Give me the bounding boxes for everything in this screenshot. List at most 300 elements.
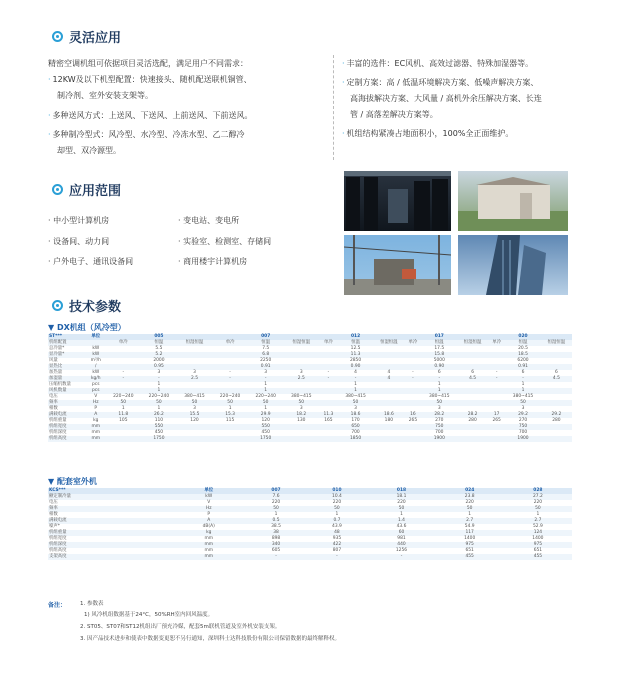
table-cell: 020	[505, 334, 541, 340]
table-cell: 18.1	[367, 494, 435, 500]
table-row	[48, 554, 572, 560]
table-cell: 6.8	[248, 352, 284, 358]
table-cell: 加热量	[49, 370, 63, 376]
table-cell: 1	[468, 512, 472, 518]
note-line: 1. 参数表	[80, 601, 104, 607]
table-cell: 380~415	[345, 394, 366, 400]
table-cell: 1	[264, 382, 268, 388]
table-cell: 26.2	[141, 412, 177, 418]
table-cell: 651	[465, 548, 474, 554]
table-cell: 总冷量*	[49, 346, 65, 352]
table-cell: 3	[437, 406, 441, 412]
table-cell: 恒湿恒温	[283, 340, 319, 346]
table-cell	[457, 436, 488, 442]
table-cell: 380~415	[429, 394, 450, 400]
table-cell: 3	[193, 370, 196, 376]
table-cell: 相数	[49, 512, 58, 518]
table-cell: 17.5	[434, 346, 445, 352]
table-cell: 2.5	[283, 376, 319, 382]
column-divider	[333, 55, 334, 160]
table-cell: 5.5	[155, 346, 163, 352]
table-cell: 54.9	[464, 524, 475, 530]
app-item: · 中小型计算机房	[48, 216, 110, 225]
table-cell: 43.6	[396, 524, 407, 530]
table-cell: 220	[332, 500, 342, 506]
table-row	[48, 436, 572, 442]
table-cell: 007	[248, 334, 284, 340]
table-cell: 651	[533, 548, 543, 554]
table-cell: P	[207, 512, 211, 518]
table-cell: -	[367, 554, 435, 560]
table-cell: 风机数量	[48, 388, 86, 394]
table-cell: mm	[86, 424, 106, 430]
table-cell: -	[404, 376, 421, 382]
table-cell: 29.2	[541, 412, 572, 418]
table-cell: 117	[436, 530, 504, 536]
table-cell: 29.2	[505, 412, 541, 418]
left-bullet-2: · 多种送风方式：上送风、下送风、上前送风、下前送风。	[48, 111, 253, 120]
table-cell: 机组宽度	[48, 424, 86, 430]
table-cell: 4.5	[541, 376, 572, 382]
table-cell: 50	[306, 506, 367, 512]
table-cell: 单位	[172, 488, 246, 494]
table-cell: 48	[306, 530, 367, 536]
table-cell: 机组重量	[49, 418, 67, 424]
table-cell: 18.6	[338, 412, 374, 418]
table-cell: 50	[504, 506, 572, 512]
table-cell: 898	[271, 536, 281, 542]
table-cell: 3	[193, 406, 196, 412]
table-cell: 1	[157, 406, 161, 412]
table-cell: 007	[246, 488, 307, 494]
table-cell: 550	[141, 424, 177, 430]
table-cell: 恒温	[141, 340, 177, 346]
table-cell: 60	[367, 530, 435, 536]
table-cell: kW	[86, 352, 106, 358]
photo-outdoor-cabin	[458, 171, 568, 231]
substation-image	[344, 235, 451, 295]
table-cell: 975	[504, 542, 572, 548]
table-cell: 20.5	[518, 346, 528, 352]
table-cell: 124	[504, 530, 572, 536]
table-cell: 0.90	[421, 364, 457, 370]
left-bullet-1: · 12KW及以下机型配置：快速接头、随机配送联机铜管、	[48, 75, 252, 84]
table-cell: 50	[106, 400, 142, 406]
table-cell: 机组高度	[48, 436, 86, 442]
table-cell: 12.5	[350, 346, 361, 352]
table-cell: 1	[421, 388, 457, 394]
table-cell: 0.91	[505, 364, 541, 370]
table-cell: 2.7	[504, 518, 572, 524]
table-cell: 频率	[48, 400, 86, 406]
table-cell: 120	[261, 418, 270, 424]
table-cell: -	[229, 370, 231, 376]
table-cell: 18.5	[505, 352, 541, 358]
table-cell: 1	[248, 388, 284, 394]
table-cell: 电压	[49, 394, 58, 400]
table1-title: ▼ DX机组（风冷型）	[48, 323, 126, 332]
table-cell: 2.7	[436, 518, 504, 524]
table-cell: 0.91	[248, 364, 284, 370]
table-cell: 110	[154, 418, 164, 424]
right-bullet-1: · 丰富的选件：EC风机、高效过滤器、特殊加湿器等。	[342, 59, 534, 68]
table-cell: 750	[505, 424, 541, 430]
table-cell: 005	[141, 334, 177, 340]
table-cell: 16	[404, 412, 421, 418]
cabin-image	[458, 171, 568, 231]
table-cell: 支架高度	[48, 554, 172, 560]
table-cell: 4	[373, 376, 404, 382]
table-cell: 120	[190, 418, 199, 424]
table-cell: 1	[400, 512, 403, 518]
table-cell: /	[86, 364, 106, 370]
table-cell: 机组配置	[48, 340, 86, 346]
table-cell: kW	[92, 346, 100, 352]
table-cell: ST***	[48, 334, 86, 340]
table-cell: 422	[306, 542, 367, 548]
table-cell: 7.6	[246, 494, 307, 500]
table-cell: 1	[264, 406, 268, 412]
table-cell: 23.8	[436, 494, 504, 500]
table-cell: KCS***	[48, 488, 172, 494]
app-item: · 实验室、检测室、存储间	[178, 237, 272, 246]
server-rack-image	[344, 171, 451, 231]
note-line: 3. 因产品技术进步和使表中数据变更恕不另行通知，深圳科士达科技股份有限公司保留数据的最终解释权。	[80, 636, 340, 642]
table-cell	[283, 436, 319, 442]
table-cell: 1	[121, 406, 125, 412]
table-row	[48, 340, 572, 346]
table-cell: mm	[204, 548, 214, 554]
table-cell: 满载电流	[48, 518, 172, 524]
app-item: · 户外电子、通讯设备间	[48, 257, 134, 266]
table-cell: 恒温	[505, 340, 541, 346]
table-cell: 1900	[421, 436, 457, 442]
table-cell: kg	[93, 418, 99, 424]
left-bullet-1-cont: 制冷剂、室外安装支架等。	[57, 91, 153, 100]
section-title-flex: 灵活应用	[52, 27, 121, 46]
table-cell: 显冷量*	[48, 352, 86, 358]
table-cell: 机组深度	[49, 430, 67, 436]
table-cell: 50	[283, 400, 319, 406]
table-cell: 3	[521, 406, 525, 412]
right-bullet-3: · 机组结构紧凑占地面积小，100%全正面维护。	[342, 129, 514, 138]
table-cell: 455	[436, 554, 504, 560]
table-cell: 265	[492, 418, 501, 424]
table-cell: P	[94, 406, 98, 412]
table-cell: 1	[521, 382, 525, 388]
table-cell: 807	[332, 548, 342, 554]
table-cell: A	[172, 518, 246, 524]
table-cell: 50	[248, 400, 284, 406]
table-cell: 280	[552, 418, 561, 424]
table-cell: 1	[536, 512, 540, 518]
table2-title: ▼ 配套室外机	[48, 477, 97, 486]
intro-text: 精密空调机组可依据项目灵活选配，满足用户不同需求：	[48, 59, 248, 68]
table-cell: 6	[471, 370, 474, 376]
app-item: · 商用楼宇计算机房	[178, 257, 248, 266]
table-cell: 0.95	[141, 364, 177, 370]
table-cell	[177, 436, 213, 442]
table-cell: 2000	[153, 358, 165, 364]
table-cell: 975	[436, 542, 504, 548]
table-cell: 50	[436, 506, 504, 512]
table-cell: 450	[154, 430, 164, 436]
table-cell: 4	[354, 370, 357, 376]
table-cell: 1.4	[367, 518, 435, 524]
table-cell: kg	[172, 530, 246, 536]
table-cell: 1	[354, 382, 357, 388]
table-cell: -	[505, 376, 541, 382]
photo-office-tower	[458, 235, 568, 295]
table-cell: 130	[297, 418, 306, 424]
table-cell: 1	[338, 388, 374, 394]
table-cell: 恒温	[338, 340, 374, 346]
right-bullet-2-cont-b: 管 / 高落差解决方案等。	[350, 110, 438, 119]
table-cell: 650	[338, 424, 374, 430]
tower-image	[458, 235, 568, 295]
table-cell: 115	[225, 418, 235, 424]
table-cell: 700	[435, 430, 444, 436]
notes-heading: 备注：	[48, 602, 67, 609]
table-cell	[319, 436, 338, 442]
table-cell: 455	[504, 554, 572, 560]
table-cell: 0.90	[338, 364, 374, 370]
table-cell: V	[207, 500, 211, 506]
table-cell: 220~240	[113, 394, 134, 400]
table-cell: 风量	[49, 358, 58, 364]
table-cell: 1750	[141, 436, 177, 442]
table-cell: Hz	[172, 506, 246, 512]
table-cell: 220~240	[219, 394, 241, 400]
right-bullet-2-cont-a: 高海拔解决方案、大风量 / 高机外余压解决方案、长连	[350, 94, 542, 103]
table-cell: 相数	[49, 406, 58, 412]
table-cell: 11.3	[338, 352, 374, 358]
table-cell: 1	[274, 512, 278, 518]
note-line: 1) 风冷机组数据基于24°C，50%RH室内回风温度。	[84, 612, 214, 618]
table-cell: 机组深度	[48, 542, 172, 548]
table-cell: 18.6	[373, 412, 404, 418]
table-cell: 6	[437, 370, 441, 376]
table-cell	[541, 436, 572, 442]
section-title-tech: 技术参数	[52, 296, 121, 315]
table-cell: 恒湿恒温	[541, 340, 572, 346]
table-cell: m³/h	[90, 358, 101, 364]
table-cell: 5000	[433, 358, 445, 364]
table-cell: 15.8	[421, 352, 457, 358]
table-cell: 4	[387, 370, 391, 376]
table-cell: 105	[119, 418, 128, 424]
table-cell: 1850	[338, 436, 374, 442]
table-cell: pcs	[92, 382, 100, 388]
table-cell: kW	[172, 494, 246, 500]
table-cell: -	[421, 376, 457, 382]
table-cell: 电压	[49, 500, 58, 506]
table-cell: mm	[172, 554, 246, 560]
table-cell: 3	[299, 370, 303, 376]
table-cell: 1	[335, 512, 339, 518]
table-cell: 220	[533, 500, 543, 506]
right-bullet-2: · 定制方案：高 / 低温环境解决方案、低噪声解决方案、	[342, 78, 539, 87]
table-cell: 显热比	[48, 364, 86, 370]
table-cell: 27.2	[504, 494, 572, 500]
table-cell: -	[319, 376, 338, 382]
table-cell: kW	[92, 370, 100, 376]
table-cell: dB(A)	[202, 524, 215, 530]
table-cell: 29.9	[248, 412, 284, 418]
table-cell: mm	[204, 536, 214, 542]
outdoor-unit-spec-table	[48, 488, 572, 560]
table-cell	[212, 436, 248, 442]
table-cell: 50	[367, 506, 435, 512]
table-cell: 1900	[505, 436, 541, 442]
table-cell: 15.5	[177, 412, 213, 418]
table-cell: 43.9	[332, 524, 342, 530]
table-cell: 6	[521, 370, 525, 376]
table-cell: 605	[271, 548, 281, 554]
table-cell: 4.5	[457, 376, 488, 382]
table-cell: 50	[141, 400, 177, 406]
table-cell: 340	[246, 542, 307, 548]
table-cell: 1	[141, 388, 177, 394]
table-cell: 1	[437, 382, 441, 388]
table-cell: -	[122, 370, 125, 376]
table-cell: 380~415	[291, 394, 312, 400]
table-cell: 0.5	[246, 518, 307, 524]
table-cell: 750	[421, 424, 457, 430]
table-cell: mm	[86, 436, 106, 442]
table-cell: 频率	[48, 506, 172, 512]
section-title-scope: 应用范围	[52, 180, 121, 199]
table-cell: 满载电流	[48, 412, 86, 418]
table-cell: 单冷	[488, 340, 505, 346]
photo-substation	[344, 235, 451, 295]
table-cell: 50	[212, 400, 248, 406]
table-cell: 单冷	[319, 340, 338, 346]
table-cell: 220	[465, 500, 474, 506]
table-cell: 额定制冷量	[48, 494, 172, 500]
table-cell: 017	[421, 334, 457, 340]
table-cell: 单冷	[212, 340, 248, 346]
table-cell: 700	[518, 430, 528, 436]
table-cell: 018	[367, 488, 435, 494]
note-line: 2. ST05、ST07和ST12机组出厂预充冷媒，配套5m联机管道及室外机安装支架。	[80, 624, 281, 630]
circle-icon	[52, 184, 63, 195]
table-cell: 2850	[349, 358, 362, 364]
table-cell: 280	[468, 418, 477, 424]
table-cell: 0.7	[306, 518, 367, 524]
table-cell: 机组高度	[49, 548, 67, 554]
table-cell: 265	[408, 418, 418, 424]
table-cell: 恒温	[248, 340, 284, 346]
table-cell: 440	[367, 542, 435, 548]
table-cell: 52.9	[532, 524, 543, 530]
table-cell: 恒湿恒温	[373, 340, 404, 346]
table-cell: 10.4	[306, 494, 367, 500]
table-cell: mm	[91, 430, 101, 436]
table-cell: 012	[338, 334, 374, 340]
table-cell: 935	[332, 536, 342, 542]
table-cell: 单位	[86, 334, 106, 340]
table-cell: 3	[264, 370, 268, 376]
table-cell: -	[306, 554, 367, 560]
table-cell: 165	[324, 418, 333, 424]
left-bullet-3-cont: 却型、双冷源型。	[57, 146, 121, 155]
table-cell: 压缩机数量	[49, 382, 71, 388]
table-cell: 270	[435, 418, 444, 424]
table-cell: Hz	[86, 400, 106, 406]
table-cell: 380~415	[512, 394, 534, 400]
table-cell: 550	[248, 424, 284, 430]
table-cell: -	[338, 376, 374, 382]
table-cell: 17	[488, 412, 505, 418]
table-cell: 机组重量	[48, 530, 172, 536]
table-cell: 700	[351, 430, 360, 436]
table-cell: 7.5	[262, 346, 270, 352]
table-cell: 3	[299, 406, 303, 412]
table-cell: 28.2	[457, 412, 488, 418]
left-bullet-3: · 多种制冷型式：风冷型、水冷型、冷冻水型、乙二醇冷	[48, 130, 245, 139]
table-cell: 450	[261, 430, 270, 436]
table-cell: kg/h	[86, 376, 106, 382]
table-cell: 024	[436, 488, 504, 494]
table-cell: 010	[306, 488, 367, 494]
table-cell: 220~240	[148, 394, 170, 400]
table-cell: 6200	[517, 358, 529, 364]
table-cell: 170	[351, 418, 360, 424]
table-cell: 1	[157, 382, 161, 388]
table-cell	[488, 436, 505, 442]
table-cell: -	[246, 554, 307, 560]
table-cell: 3	[157, 370, 161, 376]
table-cell: 220~240	[255, 394, 276, 400]
table-cell: 单冷	[404, 340, 421, 346]
table-cell: 6	[555, 370, 558, 376]
table-cell: 50	[338, 400, 374, 406]
table-cell: -	[212, 376, 248, 382]
table-cell: 220	[397, 500, 406, 506]
table-cell: 恒温	[421, 340, 457, 346]
table-cell: 3	[354, 406, 357, 412]
table-cell: 1	[228, 406, 232, 412]
table-cell: 028	[504, 488, 572, 494]
dx-unit-spec-table	[48, 334, 572, 442]
table-cell: -	[327, 370, 330, 376]
table-cell: 28.2	[421, 412, 457, 418]
table-cell: 加湿量	[48, 376, 86, 382]
table-cell: 15.3	[212, 412, 248, 418]
table-cell: 机组宽度	[49, 536, 67, 542]
table-cell	[373, 436, 404, 442]
table-cell: 1750	[248, 436, 284, 442]
app-item: · 变电站、变电所	[178, 216, 240, 225]
table-cell: 11.8	[106, 412, 142, 418]
table-cell	[106, 436, 142, 442]
table-cell: 38.5	[271, 524, 281, 530]
table-cell: 恒湿恒温	[177, 340, 213, 346]
table-cell: 220	[271, 500, 281, 506]
table-cell: -	[248, 376, 284, 382]
table-cell: 1256	[395, 548, 408, 554]
table-cell: 1400	[532, 536, 544, 542]
table-cell: 2250	[260, 358, 272, 364]
table-cell: 噪声*	[49, 524, 60, 530]
table-cell: 50	[505, 400, 541, 406]
table-cell: 180	[384, 418, 394, 424]
table-cell: 50	[421, 400, 457, 406]
table-cell: pcs	[86, 388, 106, 394]
table-cell: 380~415	[184, 394, 205, 400]
app-item: · 设备间、动力间	[48, 237, 110, 246]
